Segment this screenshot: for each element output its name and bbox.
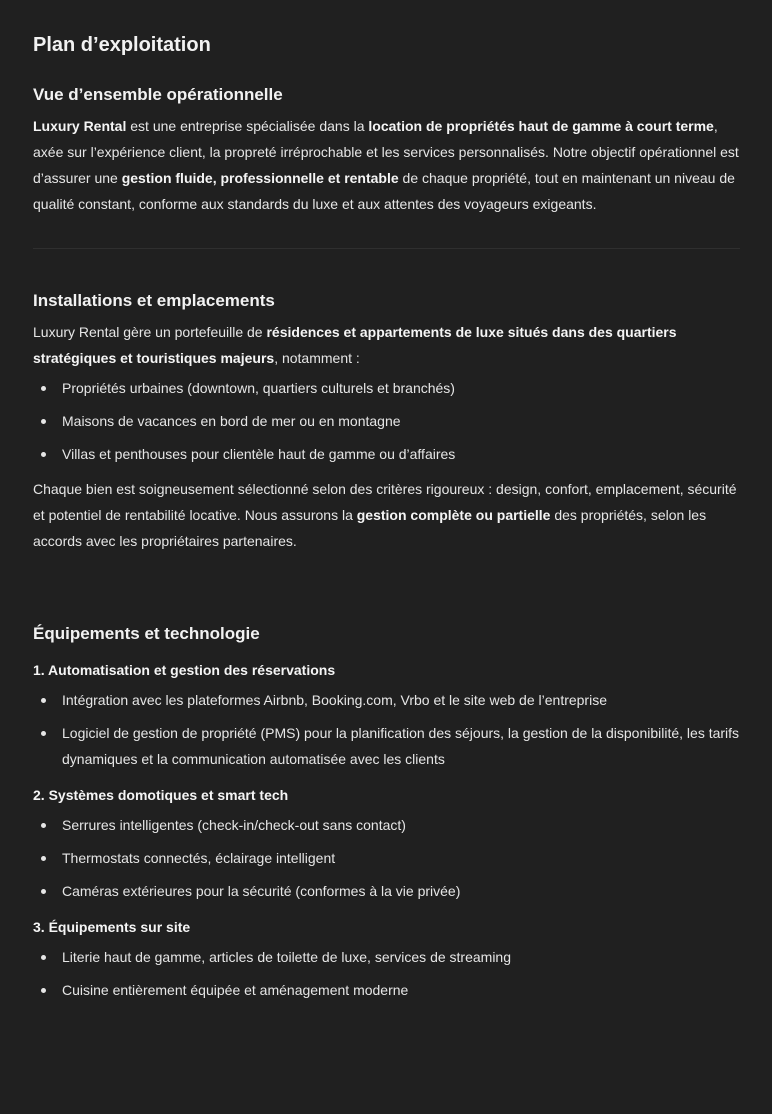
equipment-group-title: 2. Systèmes domotiques et smart tech bbox=[33, 787, 289, 803]
section-divider bbox=[33, 248, 740, 249]
overview-text-2: , axée sur l’expérience client, la propreté irréprochable et les services personnalisés. Notre objectif opérationnel est d’assurer une bbox=[33, 118, 739, 186]
installations-outro-text-2: des propriétés, selon les accords avec les propriétaires partenaires. bbox=[33, 507, 707, 549]
list-item: Caméras extérieures pour la sécurité (conformes à la vie privée) bbox=[33, 878, 740, 904]
list-item: Maisons de vacances en bord de mer ou en montagne bbox=[33, 408, 740, 434]
equipment-section bbox=[33, 621, 740, 1003]
overview-heading: Vue d’ensemble opérationnelle bbox=[33, 85, 283, 104]
overview-bold-1: location de propriétés haut de gamme à court terme bbox=[368, 118, 714, 134]
equipment-group-title: 3. Équipements sur site bbox=[33, 919, 191, 935]
overview-text-3: de chaque propriété, tout en maintenant un niveau de qualité constant, conforme aux standards du luxe et aux attentes des voyageurs exigeants. bbox=[33, 170, 735, 212]
installations-list bbox=[33, 375, 740, 467]
overview-paragraph bbox=[33, 113, 740, 217]
overview-text-1: est une entreprise spécialisée dans la bbox=[126, 118, 369, 134]
equipment-group-title: 1. Automatisation et gestion des réservations bbox=[33, 662, 336, 678]
list-item: Literie haut de gamme, articles de toilette de luxe, services de streaming bbox=[33, 944, 740, 970]
list-item: Villas et penthouses pour clientèle haut de gamme ou d’affaires bbox=[33, 441, 740, 467]
installations-heading: Installations et emplacements bbox=[33, 291, 275, 310]
installations-intro-bold: résidences et appartements de luxe situés dans des quartiers stratégiques et touristiques majeurs bbox=[33, 324, 677, 366]
equipment-group-list bbox=[33, 944, 740, 1003]
equipment-heading: Équipements et technologie bbox=[33, 624, 260, 643]
list-item: Intégration avec les plateformes Airbnb, Booking.com, Vrbo et le site web de l’entreprise bbox=[33, 687, 740, 713]
installations-outro bbox=[33, 476, 740, 554]
list-item: Logiciel de gestion de propriété (PMS) pour la planification des séjours, la gestion de la disponibilité, les tarifs dynamiques et la communication automatisée avec les clients bbox=[33, 720, 740, 772]
list-item: Cuisine entièrement équipée et aménagement moderne bbox=[33, 977, 740, 1003]
equipment-group-list bbox=[33, 812, 740, 904]
installations-outro-text-1: Chaque bien est soigneusement sélectionné selon des critères rigoureux : design, confort, emplacement, sécurité et potentiel de rentabilité locative. Nous assurons la bbox=[33, 481, 737, 523]
page-title: Plan d’exploitation bbox=[33, 34, 211, 56]
overview-section bbox=[33, 82, 740, 217]
installations-intro-text-1: Luxury Rental gère un portefeuille de bbox=[33, 324, 267, 340]
list-item: Thermostats connectés, éclairage intelligent bbox=[33, 845, 740, 871]
brand-name: Luxury Rental bbox=[33, 118, 127, 134]
list-item: Propriétés urbaines (downtown, quartiers culturels et branchés) bbox=[33, 375, 740, 401]
installations-outro-bold: gestion complète ou partielle bbox=[356, 507, 551, 523]
equipment-group-list bbox=[33, 687, 740, 772]
overview-bold-2: gestion fluide, professionnelle et rentable bbox=[121, 170, 399, 186]
installations-intro-text-2: , notamment : bbox=[274, 350, 360, 366]
list-item: Serrures intelligentes (check-in/check-out sans contact) bbox=[33, 812, 740, 838]
installations-intro bbox=[33, 319, 740, 371]
installations-section bbox=[33, 288, 740, 554]
